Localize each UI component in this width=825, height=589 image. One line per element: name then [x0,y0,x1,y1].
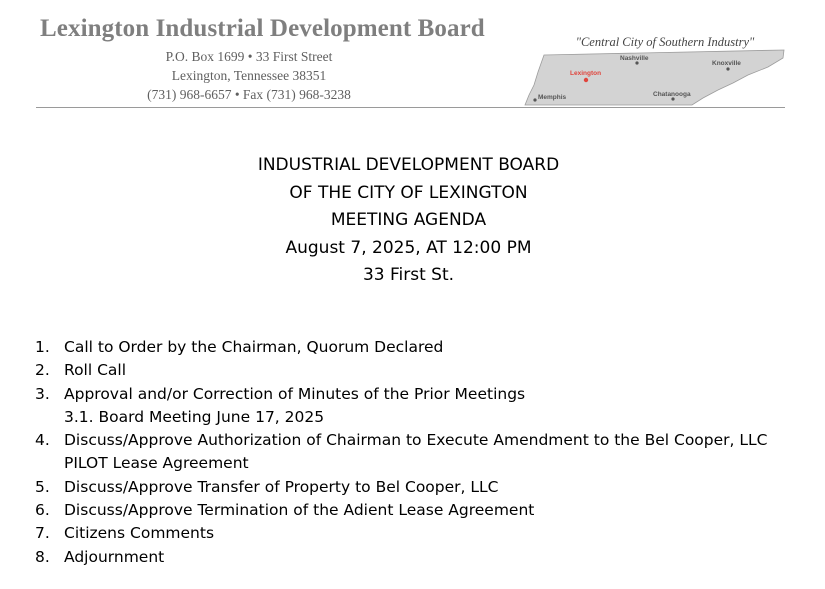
agenda-item-text: Discuss/Approve Transfer of Property to Bel Cooper, LLC [64,477,499,496]
agenda-item-text: Roll Call [64,361,127,380]
memphis-label: Memphis [538,94,567,101]
agenda-item [35,383,795,406]
title-line-1: INDUSTRIAL DEVELOPMENT BOARD [257,155,560,175]
agenda-item-number: 6. [35,501,50,520]
agenda-subitem [35,406,795,429]
knoxville-label: Knoxville [712,60,741,67]
agenda-item-number: 7. [35,524,50,543]
agenda-item-text-wrap [35,429,795,476]
agenda-item-number: 1. [35,338,50,356]
agenda-item [35,336,795,359]
agenda-item-text-continued: PILOT Lease Agreement [64,454,249,473]
knoxville-dot [726,67,729,70]
lexington-dot [584,78,588,82]
agenda-item [35,546,795,569]
city-state-line: Lexington, Tennessee 38351 [171,68,327,83]
agenda-list [35,336,795,569]
agenda-item-text: Citizens Comments [64,524,215,543]
agenda-item [35,522,795,545]
agenda-item-text: Adjournment [64,547,165,566]
agenda-item [35,429,795,476]
meeting-datetime: August 7, 2025, AT 12:00 PM [285,237,532,258]
agenda-item-number: 4. [35,431,50,450]
header-divider [36,107,785,108]
agenda-item-text: Discuss/Approve Termination of the Adient Lease Agreement [64,501,535,520]
title-line-3: MEETING AGENDA [330,210,487,230]
title-line-2: OF THE CITY OF LEXINGTON [289,182,528,203]
agenda-item-number: 3. [35,384,50,403]
motto: "Central City of Southern Industry" [575,35,755,49]
memphis-dot [533,98,536,101]
agenda-item [35,499,795,522]
tennessee-map [522,48,786,108]
agenda-subitem-text: 3.1. Board Meeting June 17, 2025 [64,407,325,426]
agenda-item [35,359,795,382]
nashville-label: Nashville [620,55,649,62]
agenda-item-text: Approval and/or Correction of Minutes of the Prior Meetings [64,384,526,403]
agenda-item-number: 5. [35,477,50,496]
agenda-title-block [0,152,817,290]
agenda-item [35,476,795,499]
chattanooga-label: Chatanooga [653,91,691,98]
address-line: P.O. Box 1699 • 33 First Street [165,49,333,64]
agenda-item-text: Discuss/Approve Authorization of Chairman to Execute Amendment to the Bel Cooper, LLC [64,431,768,450]
agenda-item-number: 8. [35,547,50,566]
agenda-item-text: Call to Order by the Chairman, Quorum Declared [64,338,444,356]
phone-fax-line: (731) 968-6657 • Fax (731) 968-3238 [147,87,351,102]
agenda-item-number: 2. [35,361,50,380]
meeting-location: 33 First St. [362,265,455,285]
lexington-label: Lexington [570,70,602,77]
org-name: Lexington Industrial Development Board [40,15,485,42]
